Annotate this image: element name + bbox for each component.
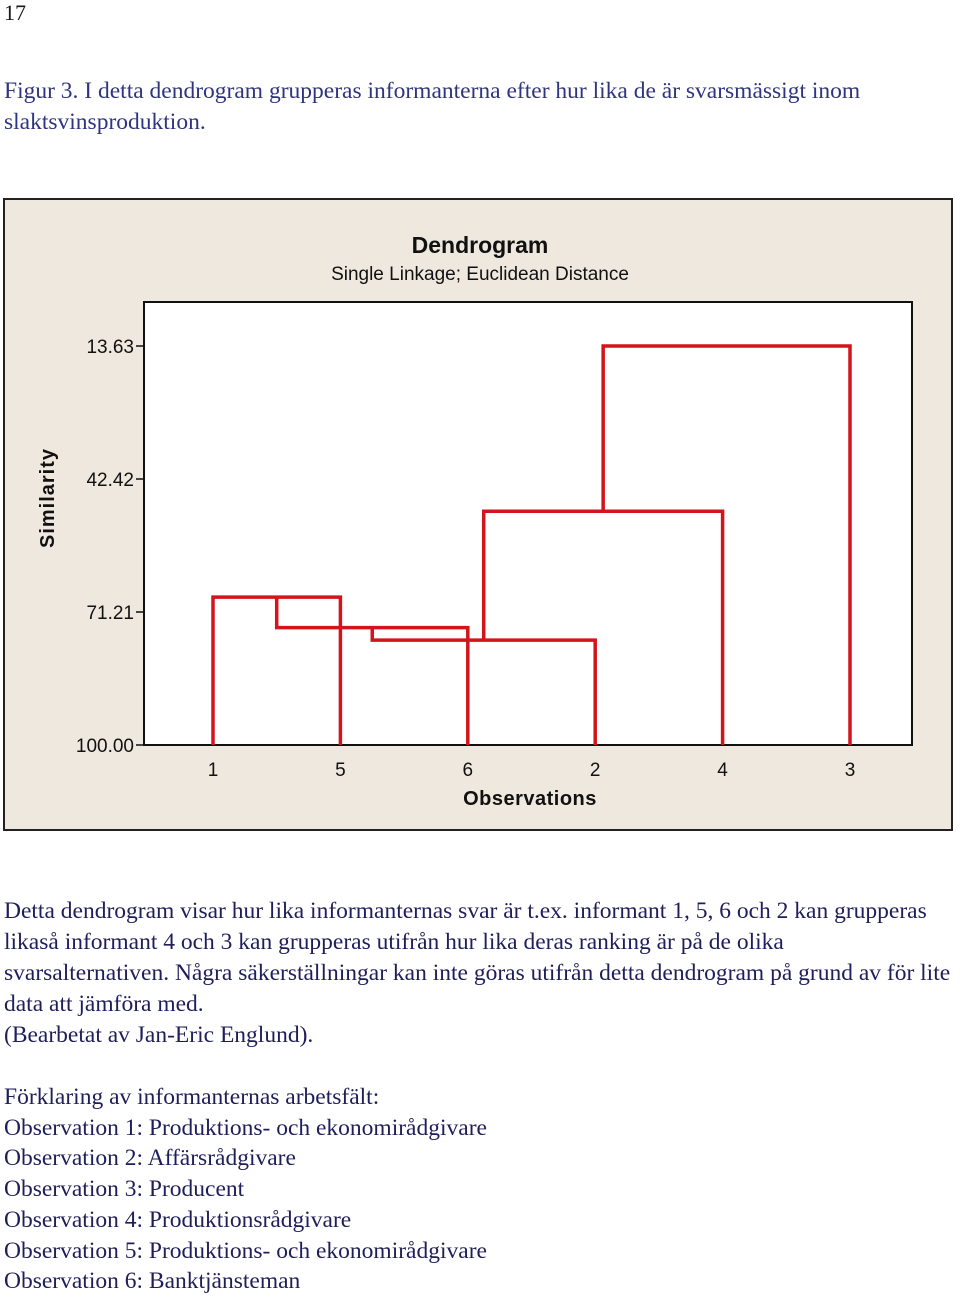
observation-item: Observation 5: Produktions- och ekonomirådgivare: [4, 1237, 487, 1264]
page-number: 17: [4, 0, 26, 25]
y-tick-label: 71.21: [86, 603, 134, 624]
observation-item: Observation 3: Producent: [4, 1176, 245, 1203]
x-tick-label: 5: [335, 760, 346, 781]
y-axis-label: Similarity: [37, 447, 59, 549]
dendrogram-chart: [5, 200, 951, 829]
x-tick-label: 6: [462, 760, 474, 781]
observation-item: Observation 1: Produktions- och ekonomirådgivare: [4, 1114, 487, 1141]
legend-heading: Förklaring av informanternas arbetsfält:: [4, 1084, 380, 1110]
plot-area: [144, 302, 912, 745]
body-paragraph: Detta dendrogram visar hur lika informanternas svar är t.ex. informant 1, 5, 6 och 2 kan grupperas likaså informant 4 och 3 kan grupperas utifrån hur lika deras ranking är på de olika svarsalternativen. Några säkerställningar kan inte göras utifrån detta dendrogram på grund av för lite data att jämföra med.: [4, 898, 951, 1017]
y-tick-label: 42.42: [86, 470, 134, 491]
figure-caption: Figur 3. I detta dendrogram grupperas informanterna efter hur lika de är svarsmässigt inom slaktsvinsproduktion.: [4, 78, 861, 135]
x-tick-label: 1: [207, 760, 219, 781]
x-tick-label: 3: [844, 760, 856, 781]
observation-item: Observation 6: Banktjänsteman: [4, 1268, 301, 1295]
body-text: [4, 896, 954, 1051]
x-tick-label: 2: [589, 760, 601, 781]
y-tick-label: 13.63: [86, 337, 134, 358]
y-tick-label: 100.00: [75, 736, 134, 757]
x-axis-label: Observations: [463, 788, 597, 810]
observation-legend: [4, 1082, 954, 1297]
body-paragraph: (Bearbetat av Jan-Eric Englund).: [4, 1022, 314, 1048]
dendrogram-figure: [3, 198, 953, 831]
chart-title: Dendrogram: [411, 232, 549, 258]
observation-item: Observation 4: Produktionsrådgivare: [4, 1206, 352, 1233]
chart-subtitle: Single Linkage; Euclidean Distance: [331, 264, 629, 285]
x-tick-label: 4: [717, 760, 728, 781]
observation-item: Observation 2: Affärsrådgivare: [4, 1145, 296, 1172]
